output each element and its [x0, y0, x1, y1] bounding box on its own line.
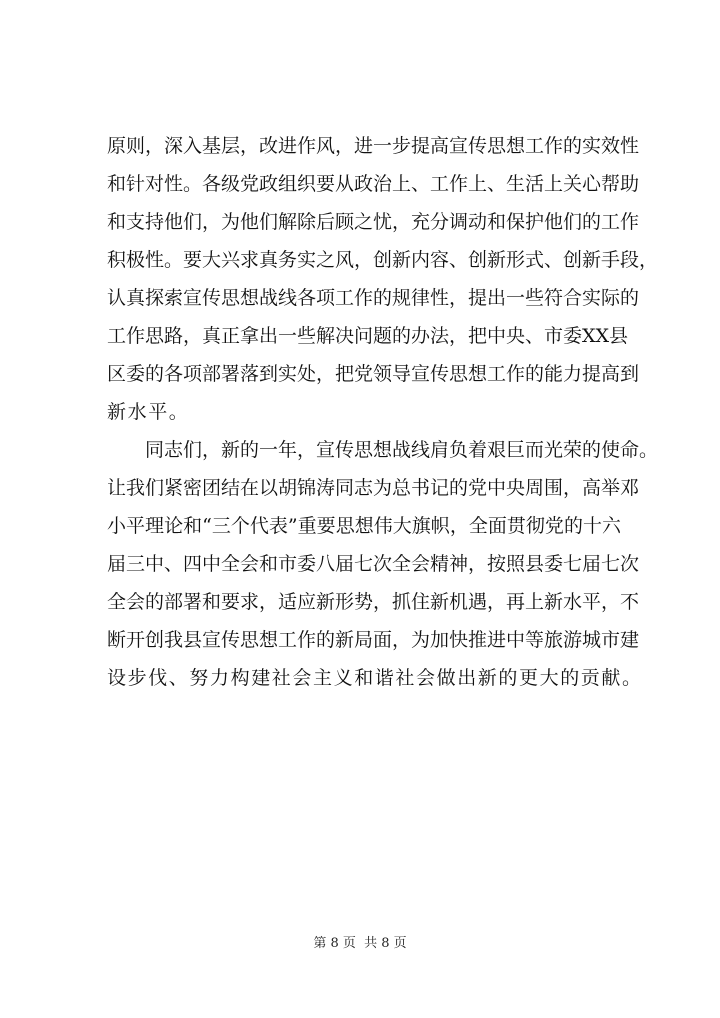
text-line: 和支持他们，为他们解除后顾之忧，充分调动和保护他们的工作	[107, 211, 640, 233]
text-line: 区委的各项部署落到实处，把党领导宣传思想工作的能力提高到	[107, 363, 640, 385]
text-line: 断开创我县宣传思想工作的新局面，为加快推进中等旅游城市建	[107, 629, 640, 651]
text-line: 届三中、四中全会和市委八届七次全会精神，按照县委七届七次	[107, 553, 640, 575]
text-line: 设步伐、努力构建社会主义和谐社会做出新的更大的贡献。	[107, 667, 643, 689]
text-line: 认真探索宣传思想战线各项工作的规律性，提出一些符合实际的	[107, 287, 640, 309]
text-line: 和针对性。各级党政组织要从政治上、工作上、生活上关心帮助	[107, 173, 640, 195]
text-line: 工作思路，真正拿出一些解决问题的办法，把中央、市委XX县	[107, 325, 629, 347]
text-line: 积极性。要大兴求真务实之风，创新内容、创新形式、创新手段，	[107, 249, 659, 271]
text-line: 小平理论和“三个代表”重要思想伟大旗帜，全面贯彻党的十六	[107, 515, 621, 537]
paragraph-first-line: 同志们，新的一年，宣传思想战线肩负着艰巨而光荣的使命。	[145, 439, 659, 461]
text-line: 原则，深入基层，改进作风，进一步提高宣传思想工作的实效性	[107, 135, 640, 157]
page-number-label: 第 8 页 共 8 页	[313, 936, 407, 951]
page-footer	[0, 934, 720, 954]
text-line: 让我们紧密团结在以胡锦涛同志为总书记的党中央周围，高举邓	[107, 477, 640, 499]
text-line: 新水平。	[107, 401, 190, 423]
text-line: 全会的部署和要求，适应新形势，抓住新机遇，再上新水平，不	[107, 591, 640, 613]
